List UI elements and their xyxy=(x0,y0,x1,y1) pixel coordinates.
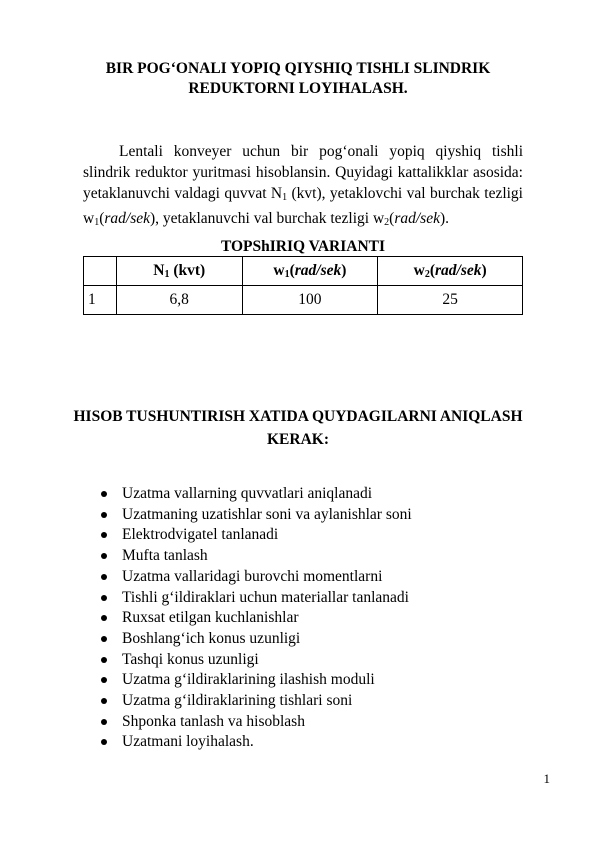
intro-paren-open-2: ( xyxy=(99,210,105,227)
bullet-icon xyxy=(101,636,107,642)
task-list xyxy=(98,484,412,753)
list-item: Uzatma vallarning quvvatlari aniqlanadi xyxy=(98,484,412,505)
bullet-icon xyxy=(101,532,107,538)
bullet-icon xyxy=(101,595,107,601)
list-item: Tashqi konus uzunligi xyxy=(98,650,412,671)
intro-sub-2: 1 xyxy=(94,217,100,228)
section-title: HISOB TUSHUNTIRISH XATIDA QUYDAGILARNI ANIQLASH KERAK: xyxy=(73,408,523,448)
table-cell-w2: 25 xyxy=(378,286,523,315)
bullet-icon xyxy=(101,657,107,663)
document-title: BIR POG‘ONALI YOPIQ QIYSHIQ TISHLI SLINDRIK REDUKTORNI LOYIHALASH. xyxy=(105,60,491,97)
list-item: Uzatma g‘ildiraklarining tishlari soni xyxy=(98,691,412,712)
table-row xyxy=(84,286,523,315)
table-cell-n1: 6,8 xyxy=(116,286,242,315)
bullet-icon xyxy=(101,698,107,704)
bullet-icon xyxy=(101,739,107,745)
bullet-icon xyxy=(101,512,107,518)
variant-table xyxy=(83,256,523,315)
intro-text-3: ), yetaklanuvchi val burchak tezligi w xyxy=(150,210,385,227)
table-cell-w1: 100 xyxy=(242,286,378,315)
list-item: Uzatmani loyihalash. xyxy=(98,732,412,753)
intro-unit-3: rad/sek xyxy=(394,210,440,227)
list-item: Tishli g‘ildiraklari uchun materiallar tanlanadi xyxy=(98,588,412,609)
intro-paren-open-3: ( xyxy=(389,210,395,227)
intro-end: ). xyxy=(439,210,450,227)
bullet-icon xyxy=(101,491,107,497)
list-item: Uzatma g‘ildiraklarining ilashish moduli xyxy=(98,670,412,691)
bullet-icon xyxy=(101,719,107,725)
bullet-icon xyxy=(101,615,107,621)
bullet-icon xyxy=(101,677,107,683)
list-item: Shponka tanlash va hisoblash xyxy=(98,712,412,733)
table-cell-variant: 1 xyxy=(84,286,117,315)
list-item: Uzatma vallaridagi burovchi momentlarni xyxy=(98,567,412,588)
header-cell-w2: $w_2(rad/sek)$ xyxy=(378,257,523,286)
table-caption: TOPShIRIQ VARIANTI xyxy=(220,238,386,255)
header-cell-w1: $w_1(rad/sek)$ xyxy=(242,257,378,286)
list-item: Mufta tanlash xyxy=(98,546,412,567)
intro-text-2: (kvt), yetaklovchi val burchak tezligi w xyxy=(83,185,523,227)
intro-sub-1: 1 xyxy=(282,192,288,203)
list-item: Ruxsat etilgan kuchlanishlar xyxy=(98,608,412,629)
table-header-row xyxy=(84,257,523,286)
intro-sub-3: 2 xyxy=(384,217,390,228)
intro-text-1: Lentali konveyer uchun bir pog‘onali yopiq qiyshiq tishli slindrik reduktor yuritmasi hisoblansin. Quyidagi kattalikklar asosida: yetaklanuvchi valdagi quvvat N xyxy=(83,143,523,202)
header-cell-n1: $N_1$ (kvt) xyxy=(116,257,242,286)
bullet-icon xyxy=(101,553,107,559)
intro-paragraph xyxy=(83,141,523,233)
bullet-icon xyxy=(101,574,107,580)
intro-unit-2: rad/sek xyxy=(104,210,151,227)
page-number: 1 xyxy=(543,771,550,786)
list-item: Uzatmaning uzatishlar soni va aylanishlar soni xyxy=(98,505,412,526)
list-item: Boshlang‘ich konus uzunligi xyxy=(98,629,412,650)
list-item: Elektrodvigatel tanlanadi xyxy=(98,525,412,546)
header-cell-empty xyxy=(84,257,117,286)
